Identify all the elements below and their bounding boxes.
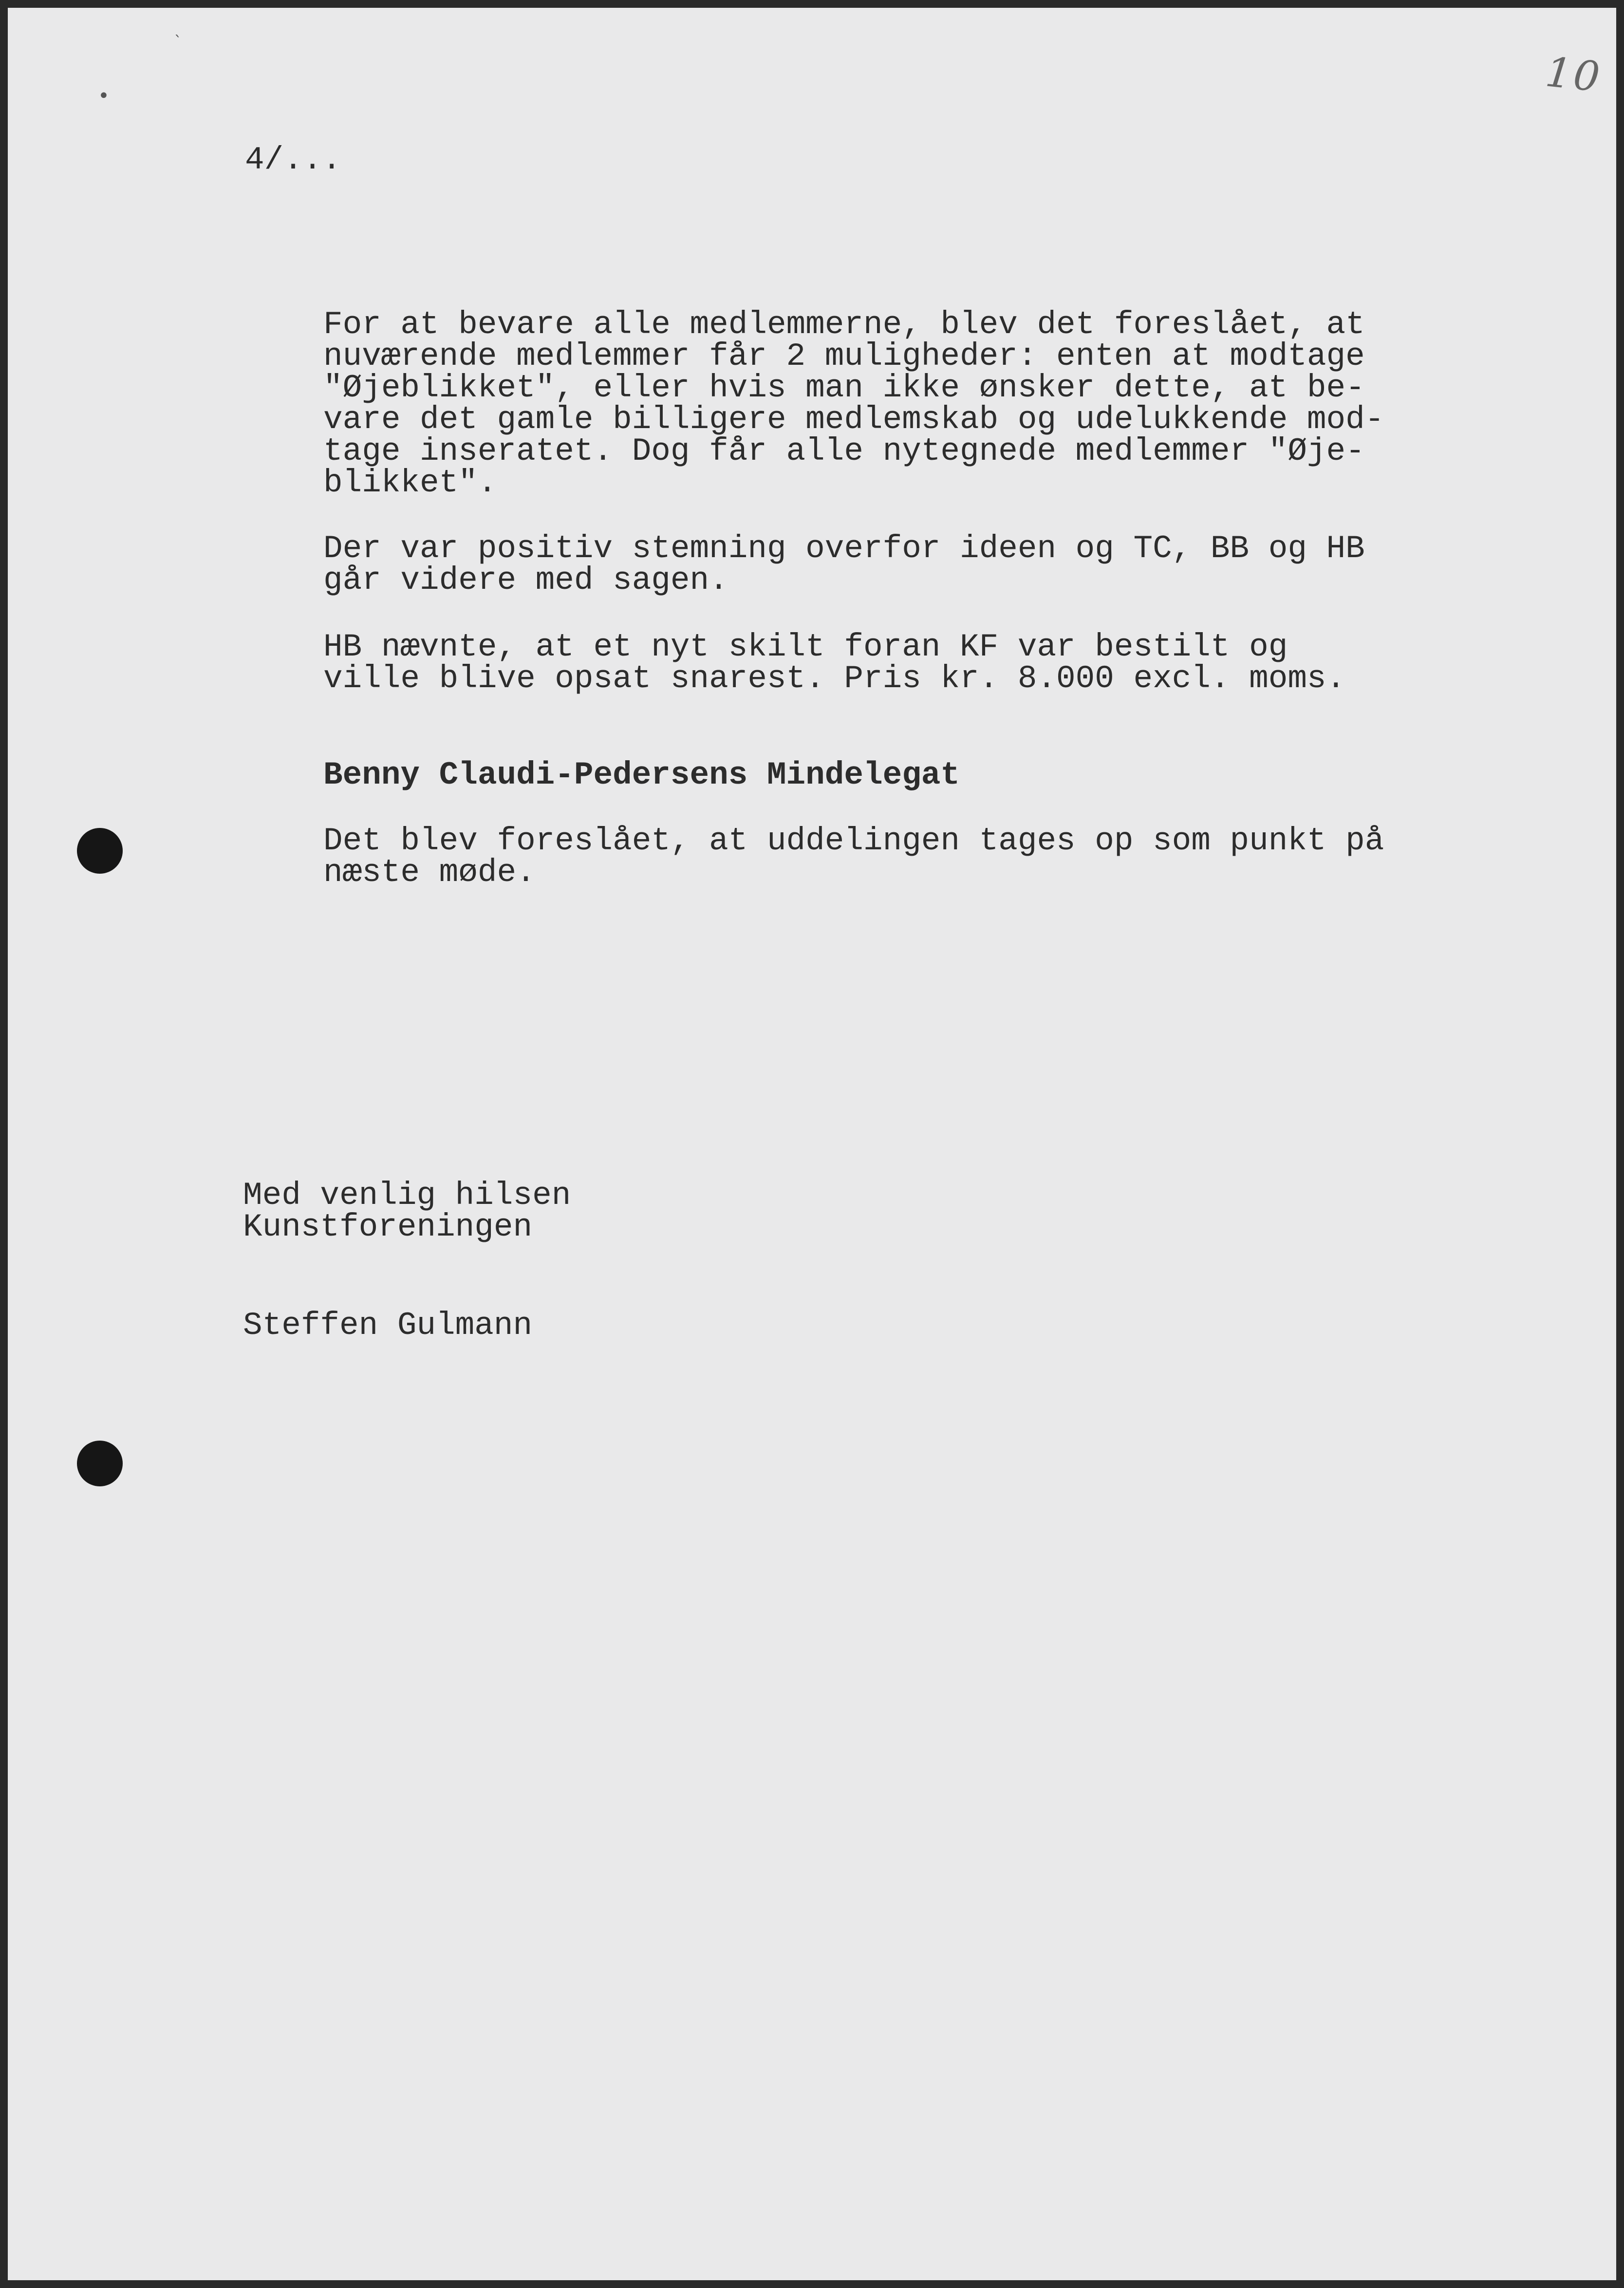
text-line: blikket". (323, 465, 497, 501)
signatory-name: Steffen Gulmann (243, 1307, 533, 1344)
page-reference: 4/... (245, 142, 342, 178)
punch-hole (77, 828, 123, 874)
text-line: næste møde. (323, 854, 536, 891)
ink-speck: • (93, 83, 115, 109)
text-line: "Øjeblikket", eller hvis man ikke ønsker dette, at be- (323, 370, 1365, 406)
text-line: vare det gamle billigere medlemskab og udelukkende mod- (323, 401, 1384, 438)
section-heading: Benny Claudi-Pedersens Mindelegat (323, 757, 960, 793)
text-line: går videre med sagen. (323, 562, 728, 599)
text-line: Der var positiv stemning overfor ideen og TC, BB og HB (323, 530, 1365, 567)
ink-speck: ˋ (174, 33, 182, 50)
text-line: ville blive opsat snarest. Pris kr. 8.000 excl. moms. (323, 660, 1346, 697)
text-line: nuværende medlemmer får 2 muligheder: enten at modtage (323, 338, 1365, 375)
text-line: HB nævnte, at et nyt skilt foran KF var bestilt og (323, 629, 1288, 665)
punch-hole (77, 1441, 123, 1486)
text-line: For at bevare alle medlemmerne, blev det foreslået, at (323, 306, 1365, 343)
text-line: Det blev foreslået, at uddelingen tages op som punkt på (323, 823, 1384, 859)
handwritten-page-number: 10 (1543, 48, 1604, 101)
text-line: tage inseratet. Dog får alle nytegnede medlemmer "Øje- (323, 433, 1365, 469)
closing-organization: Kunstforeningen (243, 1209, 533, 1245)
closing-greeting: Med venlig hilsen (243, 1177, 571, 1214)
